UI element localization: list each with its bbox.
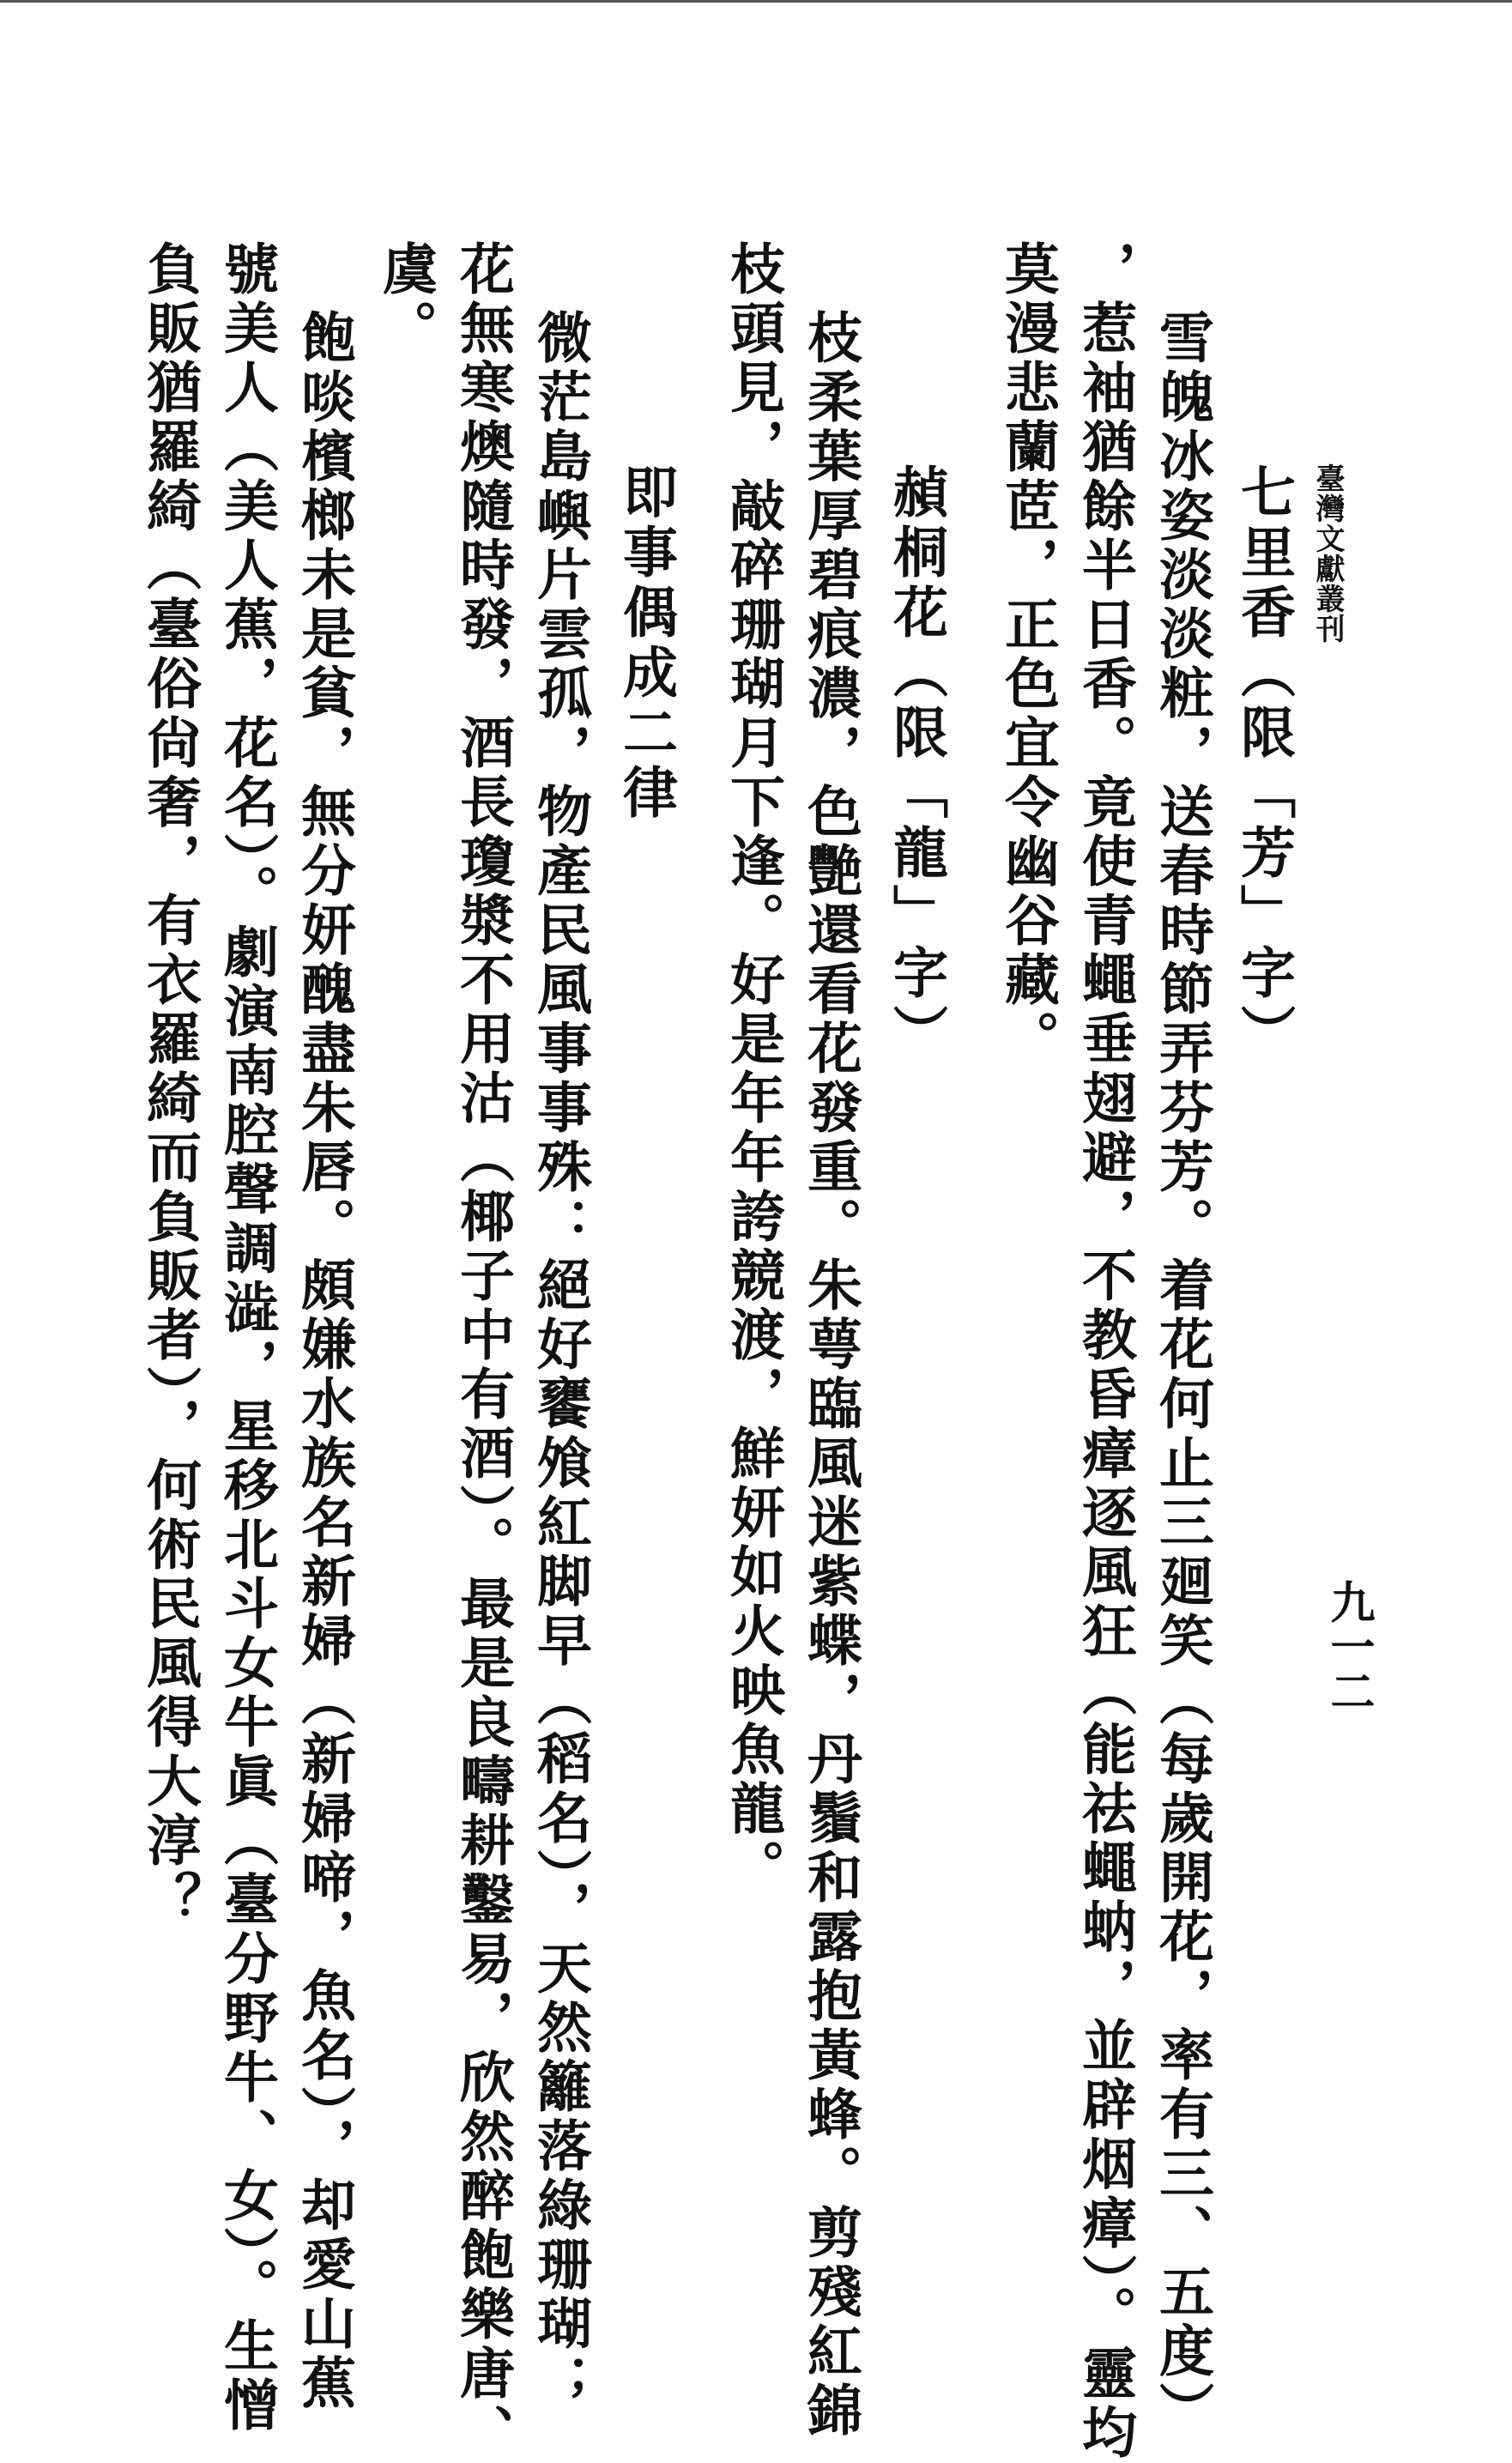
top-border-line (0, 0, 1512, 3)
page-number: 九一二 (1322, 1579, 1375, 1713)
text-column-9: 飽啖檳榔未是貧，無分妍醜盡朱唇。頗嫌水族名新婦（新婦啼，魚名），却愛山蕉 (292, 309, 356, 2413)
poem-title-chengtonghua: 赬桐花（限「龍」字） (884, 463, 948, 1064)
text-column-11: 負販猶羅綺（臺俗尙奢，有衣羅綺而負販者），何術民風得大淳？ (137, 240, 202, 1930)
text-column-1: 雪魄冰姿淡淡粧，送春時節弄芬芳。着花何止三廻笑（每歲開花，率有三、五度） (1150, 309, 1214, 2441)
text-column-10: 號美人（美人蕉，花名）。劇演南腔聲調澁，星移北斗女牛眞（臺分野牛、女）。生憎 (215, 240, 279, 2436)
text-column-5: 枝頭見，敲碎珊瑚月下逢。好是年年誇競渡，鮮妍如火映魚龍。 (721, 240, 785, 1898)
text-column-8: 虞。 (373, 240, 438, 359)
text-column-7: 花無寒燠隨時發，酒長瓊漿不用沽（椰子中有酒）。最是良疇耕鑿易，欣然醉飽樂唐、 (451, 240, 515, 2463)
text-column-3: 莫漫悲蘭茝，正色宜令幽谷藏。 (995, 240, 1060, 1069)
text-column-6: 微茫島嶼片雲孤，物產民風事事殊：絕好饔飧紅脚早（稻名），天然籬落綠珊瑚； (528, 309, 592, 2413)
running-header-title: 臺灣文獻叢刊 (1310, 463, 1345, 644)
text-column-2: ，惹袖猶餘半日香。竟使青蠅垂翅避，不教昏瘴逐風狂（能祛蠅蚋，並辟烟瘴）。靈均 (1073, 240, 1137, 2463)
poem-title-jishi-oucheng: 即事偶成二律 (614, 463, 678, 824)
text-column-4: 枝柔葉厚碧痕濃，色艷還看花發重。朱萼臨風迷紫蝶，丹鬚和露抱黃蜂。剪殘紅錦 (798, 309, 862, 2441)
poem-title-qilixiang: 七里香（限「芳」字） (1231, 463, 1296, 1064)
